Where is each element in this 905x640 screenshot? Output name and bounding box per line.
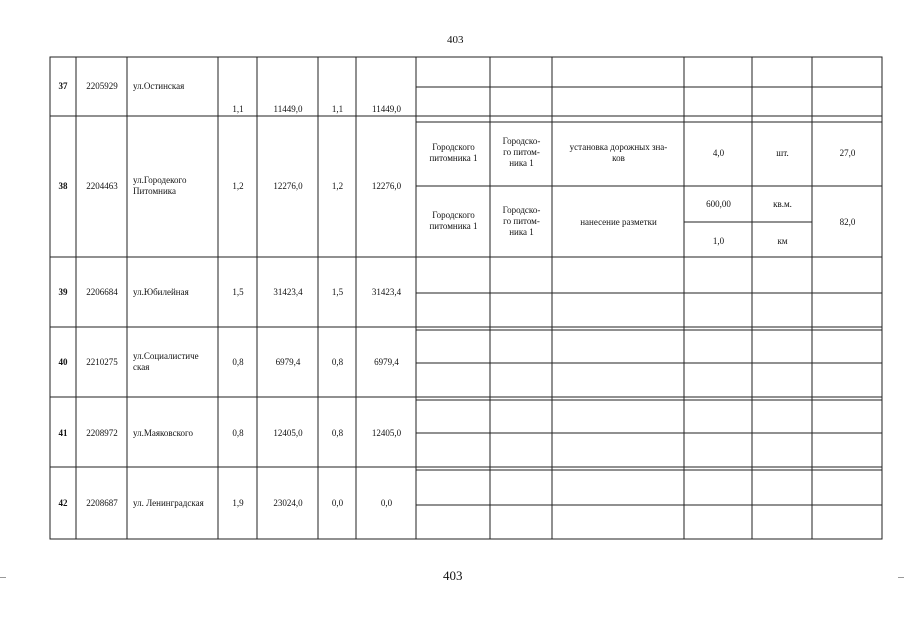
row-37-num: 37 <box>58 81 68 91</box>
work-2-unit: кв.м. <box>773 199 792 209</box>
scan-mark-right <box>898 577 904 578</box>
work-1-place1: Городского питомника 1 <box>429 142 478 163</box>
row-40-v1: 0,8 <box>232 357 244 367</box>
row-37-v1: 1,1 <box>232 104 244 114</box>
row-41-code: 2208972 <box>86 428 118 438</box>
row-41-v1: 0,8 <box>232 428 244 438</box>
row-37-v3: 1,1 <box>331 104 344 114</box>
row-40-v3: 0,8 <box>331 357 344 367</box>
work-2-cost: 82,0 <box>839 217 856 227</box>
row-41-v4: 12405,0 <box>371 428 402 438</box>
row-38-v2: 12276,0 <box>273 181 303 191</box>
row-40-v4: 6979,4 <box>374 357 399 367</box>
work-2-place2: Городско- го питом- ника 1 <box>502 205 541 237</box>
work-1-place2: Городско- го питом- ника 1 <box>502 136 541 168</box>
row-38-street: ул.Городекого Питомника <box>133 175 187 196</box>
scan-mark-left <box>0 577 6 578</box>
work-2-qty2: 1,0 <box>712 236 725 246</box>
row-40-v2: 6979,4 <box>275 357 301 367</box>
row-38-v1: 1,2 <box>232 181 244 191</box>
row-39-street: ул.Юбилейная <box>133 287 189 297</box>
row-37-code: 2205929 <box>86 81 118 91</box>
row-42-v1: 1,9 <box>232 498 244 508</box>
row-38-num: 38 <box>58 181 68 191</box>
row-40-num: 40 <box>58 357 68 367</box>
row-39-v3: 1,5 <box>331 287 344 297</box>
row-38-v4: 12276,0 <box>371 181 402 191</box>
row-38-v3: 1,2 <box>331 181 344 191</box>
row-37-v4: 11449,0 <box>372 104 401 114</box>
row-39-v2: 31423,4 <box>273 287 303 297</box>
row-41-v2: 12405,0 <box>273 428 303 438</box>
row-42-street: ул. Ленинградская <box>133 498 204 508</box>
row-41-num: 41 <box>58 428 68 438</box>
row-42-v3: 0,0 <box>331 498 344 508</box>
row-39-num: 39 <box>58 287 68 297</box>
row-38-code: 2204463 <box>86 181 118 191</box>
row-39-v1: 1,5 <box>232 287 244 297</box>
row-40-street: ул.Социалистиче ская <box>133 351 199 372</box>
row-41-v3: 0,8 <box>331 428 344 438</box>
row-42-num: 42 <box>58 498 68 508</box>
row-40-code: 2210275 <box>86 357 118 367</box>
row-39-code: 2206684 <box>86 287 118 297</box>
work-2-description: нанесение разметки <box>580 217 657 227</box>
work-1-unit: шт. <box>776 148 789 158</box>
row-39-v4: 31423,4 <box>371 287 402 297</box>
work-2-unit2: км <box>777 236 788 246</box>
work-1-cost: 27,0 <box>839 148 856 158</box>
work-2-place1: Городского питомника 1 <box>429 210 478 231</box>
work-1-qty: 4,0 <box>712 148 725 158</box>
work-1-description: установка дорожных зна- ков <box>569 142 668 163</box>
row-42-v2: 23024,0 <box>273 498 303 508</box>
row-42-code: 2208687 <box>86 498 118 508</box>
work-2-qty: 600,00 <box>706 199 731 209</box>
row-41-street: ул.Маяковского <box>133 428 193 438</box>
row-42-v4: 0,0 <box>380 498 393 508</box>
row-37-street: ул.Остинская <box>133 81 185 91</box>
row-37-v2: 11449,0 <box>273 104 303 114</box>
page-number-bottom: 403 <box>443 568 463 583</box>
page-number-top: 403 <box>447 34 464 46</box>
